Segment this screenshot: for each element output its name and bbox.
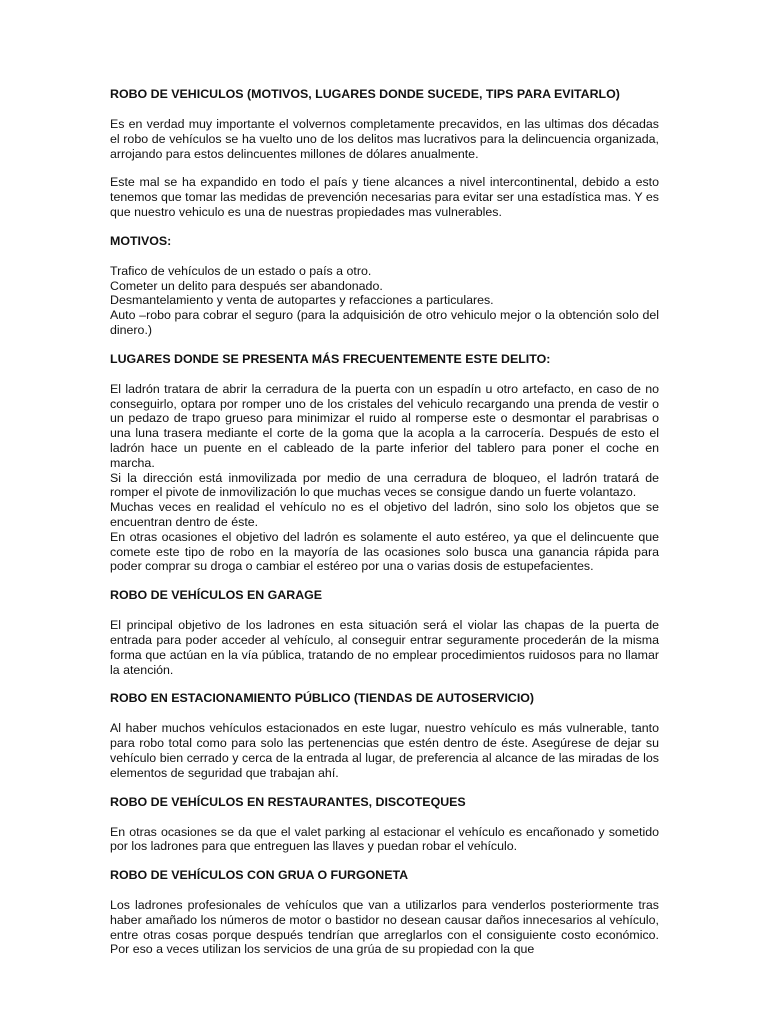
restaurantes-heading: ROBO DE VEHÍCULOS EN RESTAURANTES, DISCOTEQUES bbox=[110, 794, 466, 809]
document-title: ROBO DE VEHICULOS (MOTIVOS, LUGARES DONDE SUCEDE, TIPS PARA EVITARLO) bbox=[110, 87, 620, 101]
estacionamiento-heading: ROBO EN ESTACIONAMIENTO PÚBLICO (TIENDAS DE AUTOSERVICIO) bbox=[110, 691, 535, 706]
motivos-item: Auto –robo para cobrar el seguro (para la adquisición de otro vehiculo mejor o la obtención solo del dinero.) bbox=[110, 308, 659, 337]
lugares-paragraph: Si la dirección está inmovilizada por medio de una cerradura de bloqueo, el ladrón tratará de romper el pivote de inmovilización lo que muchas veces se consigue dando un fuerte volantazo. bbox=[110, 470, 659, 500]
document-page bbox=[110, 87, 659, 971]
lugares-paragraph: El ladrón tratara de abrir la cerradura de la puerta con un espadín u otro artefacto, en caso de no conseguirlo, optara por romper uno de los cristales del vehiculo recargando una prenda de vestir o un pedazo de trapo grueso para minimizar el ruido al romperse este o desmontar el parabrisas o una luna trasera mediante el corte de la goma que la acopla a la carrocería. Después de esto el ladrón hace un puente en el cableado de la parte inferior del tablero para poner el coche en marcha. bbox=[110, 381, 659, 470]
lugares-heading: LUGARES DONDE SE PRESENTA MÁS FRECUENTEMENTE ESTE DELITO: bbox=[110, 351, 551, 366]
garage-heading: ROBO DE VEHÍCULOS EN GARAGE bbox=[110, 588, 323, 603]
grua-heading: ROBO DE VEHÍCULOS CON GRUA O FURGONETA bbox=[110, 868, 409, 883]
motivos-item: Trafico de vehículos de un estado o país a otro. bbox=[110, 263, 372, 278]
lugares-text bbox=[110, 382, 659, 574]
motivos-item: Desmantelamiento y venta de autopartes y refacciones a particulares. bbox=[110, 293, 494, 308]
grua-paragraph: Los ladrones profesionales de vehículos que van a utilizarlos para venderlos posteriormente tras haber amañado los números de motor o bastidor no desean causar daños innecesarios al vehículo, entre otras cosas porque después tendrían que arreglarlos con el consiguiente costo económico. Por eso a veces utilizan los servicios de una grúa de su propiedad con la que bbox=[110, 898, 659, 957]
lugares-paragraph: En otras ocasiones el objetivo del ladrón es solamente el auto estéreo, ya que el delincuente que comete este tipo de robo en la mayoría de las ocasiones solo busca una ganancia rápida para poder comprar su droga o cambiar el estéreo por una o varias dosis de estupefacientes. bbox=[110, 529, 659, 574]
garage-paragraph: El principal objetivo de los ladrones en esta situación será el violar las chapas de la puerta de entrada para poder acceder al vehículo, al conseguir entrar seguramente procederán de la misma forma que actúan en la vía pública, tratando de no emplear procedimientos ruidosos para no llamar la atención. bbox=[110, 618, 659, 677]
motivos-list bbox=[110, 264, 659, 338]
intro-paragraph-1: Es en verdad muy importante el volvernos completamente precavidos, en las ultimas dos décadas el robo de vehículos se ha vuelto uno de los delitos mas lucrativos para la delincuencia organizada, arrojando para estos delincuentes millones de dólares anualmente. bbox=[110, 117, 659, 161]
restaurantes-paragraph: En otras ocasiones se da que el valet parking al estacionar el vehículo es encañonado y sometido por los ladrones para que entreguen las llaves y puedan robar el vehículo. bbox=[110, 824, 659, 854]
motivos-heading: MOTIVOS: bbox=[110, 233, 172, 248]
motivos-item: Cometer un delito para después ser abandonado. bbox=[110, 278, 383, 293]
estacionamiento-paragraph: Al haber muchos vehículos estacionados en este lugar, nuestro vehículo es más vulnerable, tanto para robo total como para solo las pertenencias que estén dentro de éste. Asegúrese de dejar su vehículo bien cerrado y cerca de la entrada al lugar, de preferencia al alcance de las miradas de los elementos de seguridad que trabajan ahí. bbox=[110, 721, 659, 780]
intro-paragraph-2: Este mal se ha expandido en todo el país y tiene alcances a nivel intercontinental, debido a esto tenemos que tomar las medidas de prevención necesarias para evitar ser una estadística mas. Y es que nuestro vehiculo es una de nuestras propiedades mas vulnerables. bbox=[110, 175, 659, 219]
lugares-paragraph: Muchas veces en realidad el vehículo no es el objetivo del ladrón, sino solo los objetos que se encuentran dentro de éste. bbox=[110, 500, 659, 529]
